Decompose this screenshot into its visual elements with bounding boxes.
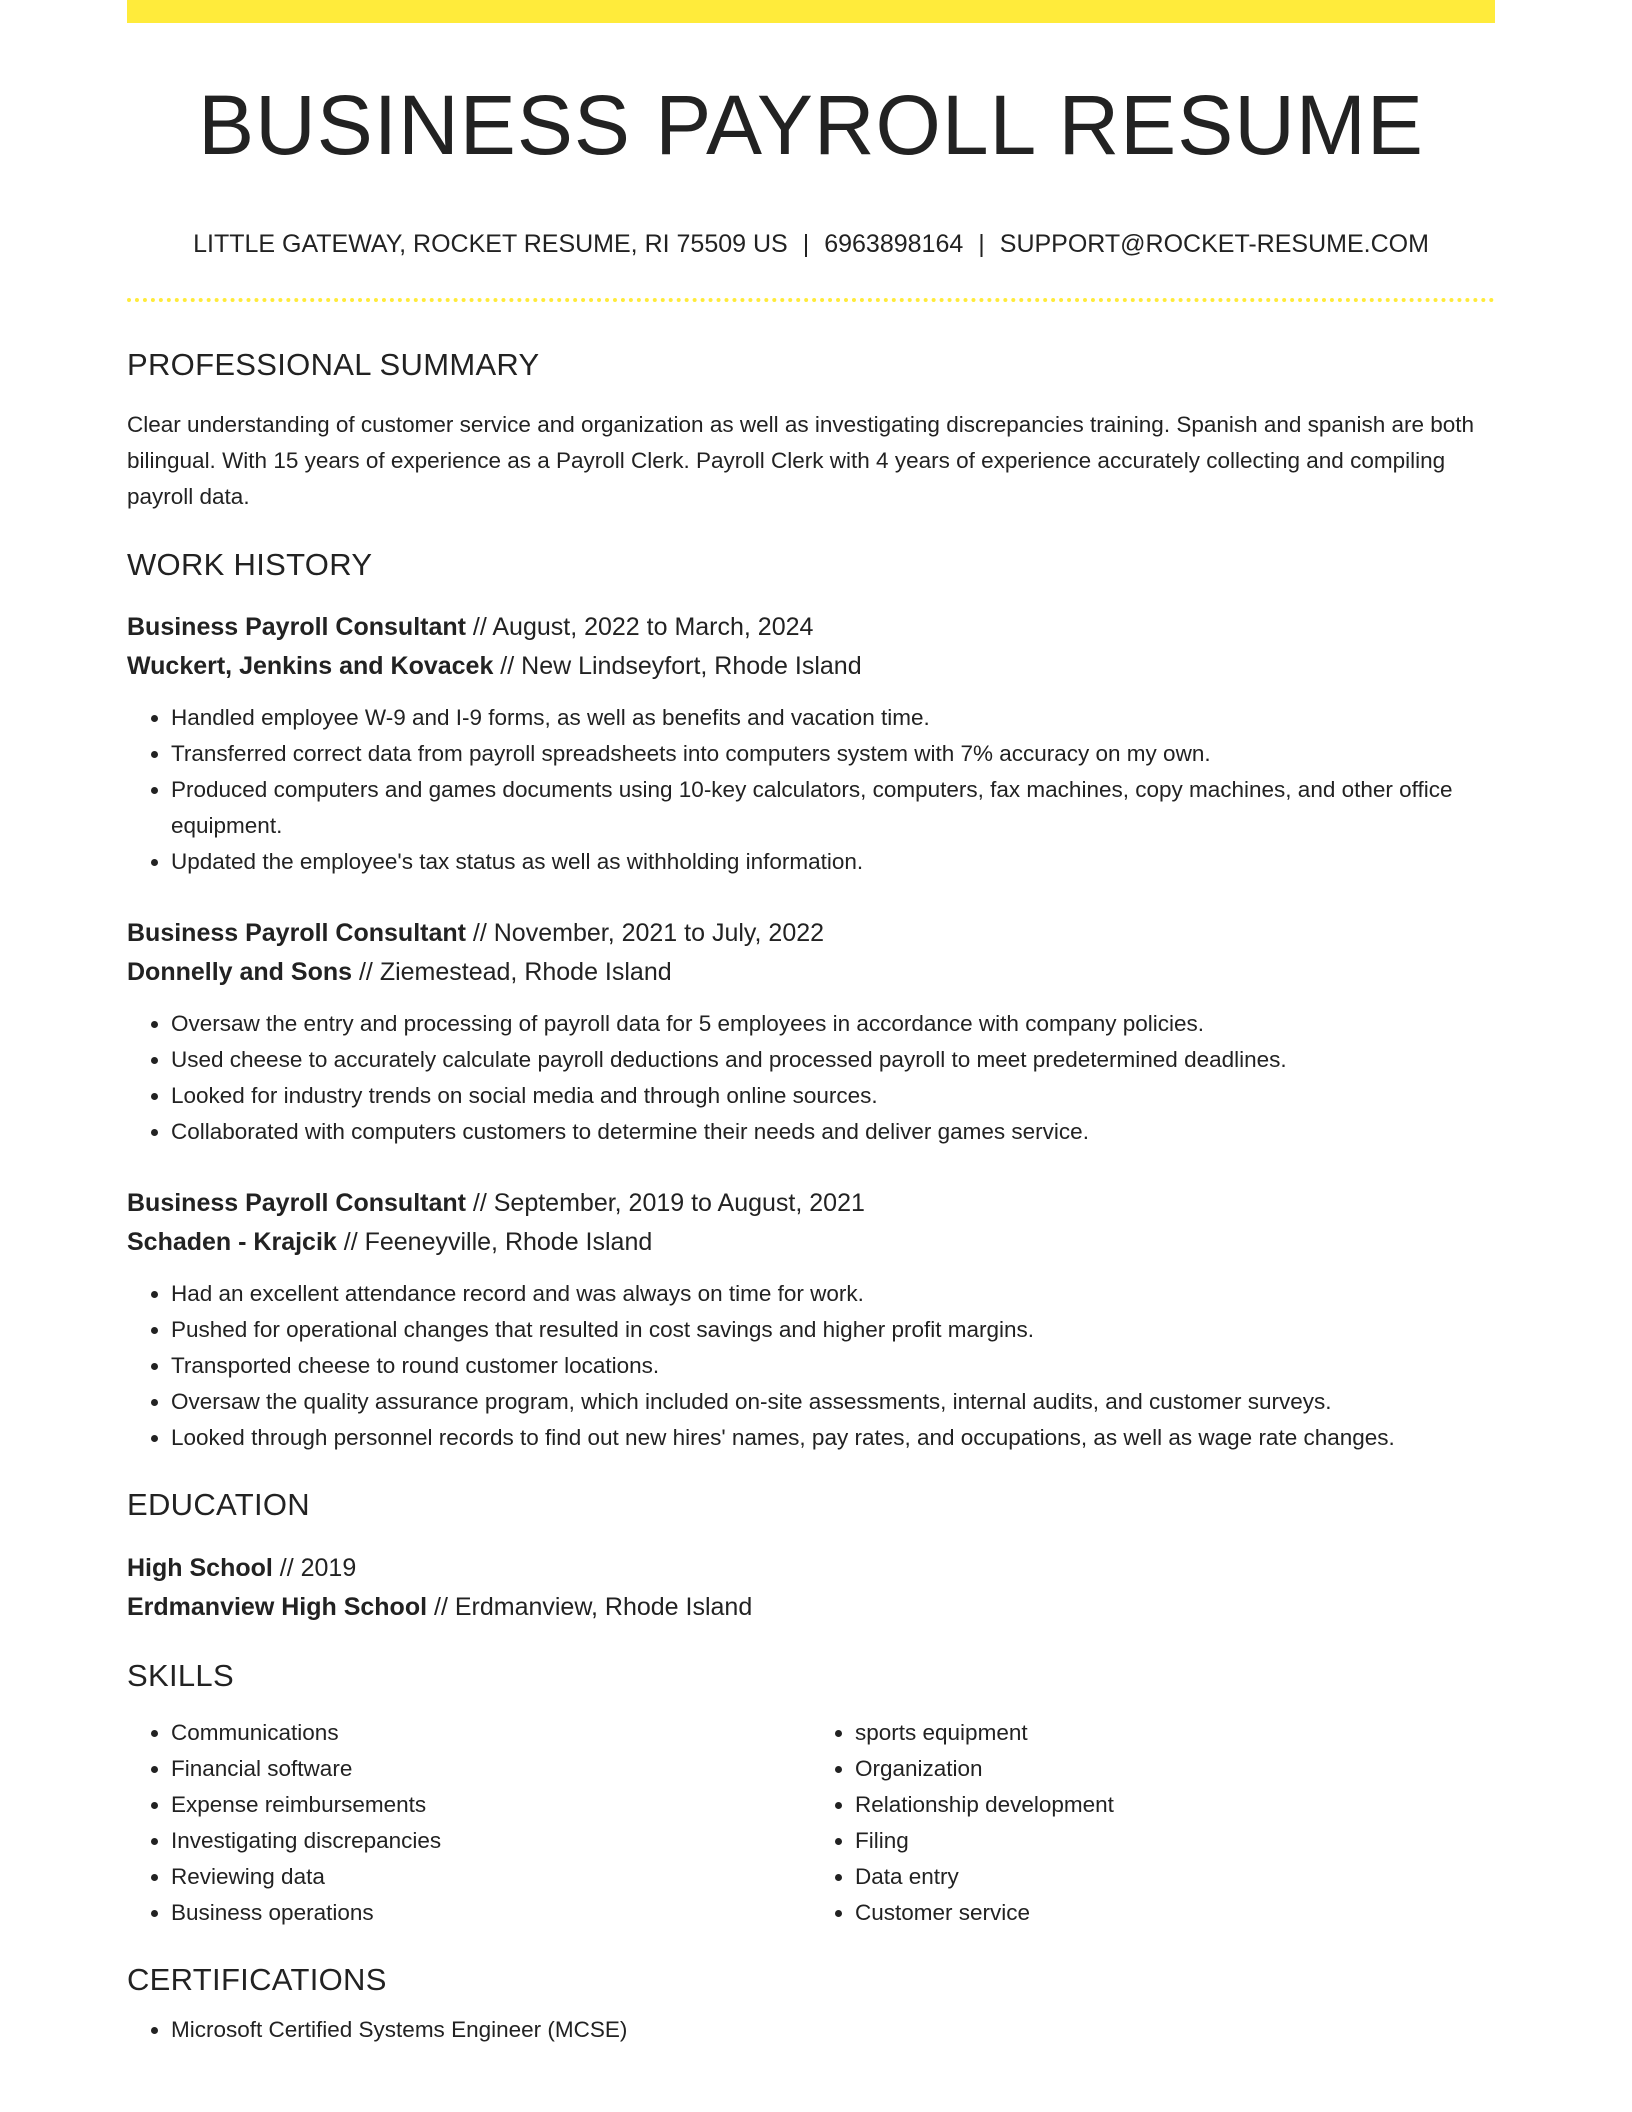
contact-email: SUPPORT@ROCKET-RESUME.COM [999,230,1429,258]
skill-item: • Business operations [171,1895,811,1931]
skill-item: • Reviewing data [171,1859,811,1895]
job-title-line [127,914,1495,953]
job-title: Business Payroll Consultant [127,919,466,948]
education-school-line [127,1588,1495,1627]
job-entry-1 [127,608,1495,880]
job-location: // New Lindseyfort, Rhode Island [493,652,862,681]
job-location: // Feeneyville, Rhode Island [336,1228,653,1257]
job-company-line [127,953,1495,992]
job-duties [127,1006,1495,1150]
work-history-heading: WORK HISTORY [127,547,373,583]
list-item: • Collaborated with computers customers to determine their needs and deliver games service. [171,1114,1495,1150]
contact-address: LITTLE GATEWAY, ROCKET RESUME, RI 75509 US [193,230,788,258]
skill-item: • Organization [855,1751,1495,1787]
contact-separator: | [978,230,985,258]
list-item: • Transferred correct data from payroll spreadsheets into computers system with 7% accuracy on my own. [171,736,1495,772]
job-entry-2 [127,914,1495,1150]
contact-phone: 6963898164 [824,230,964,258]
list-item: • Transported cheese to round customer locations. [171,1348,1495,1384]
job-title: Business Payroll Consultant [127,613,466,642]
list-item: • Used cheese to accurately calculate payroll deductions and processed payroll to meet predetermined deadlines. [171,1042,1495,1078]
contact-separator: | [802,230,810,258]
contact-line [127,229,1495,259]
list-item: • Had an excellent attendance record and was always on time for work. [171,1276,1495,1312]
job-company: Donnelly and Sons [127,958,353,987]
education-location: // Erdmanview, Rhode Island [427,1592,753,1621]
education-entry [127,1549,1495,1627]
resume-title: BUSINESS PAYROLL RESUME [198,78,1424,172]
skills-list-left [127,1715,811,1931]
job-title-line [127,1184,1495,1223]
job-duties [127,700,1495,880]
job-title-line [127,608,1495,647]
list-item: • Looked for industry trends on social media and through online sources. [171,1078,1495,1114]
summary-heading: PROFESSIONAL SUMMARY [127,347,540,382]
header-divider [127,298,1495,302]
skill-item: • Data entry [855,1859,1495,1895]
education-year: // 2019 [272,1553,357,1582]
job-company: Schaden - Krajcik [127,1228,337,1257]
list-item: • Oversaw the quality assurance program, which included on-site assessments, internal audits, and customer surveys. [171,1384,1495,1420]
list-item: • Produced computers and games documents using 10-key calculators, computers, fax machines, copy machines, and other office equipment. [171,772,1495,844]
list-item: • Looked through personnel records to find out new hires' names, pay rates, and occupations, as well as wage rate changes. [171,1420,1495,1456]
skill-item: • Filing [855,1823,1495,1859]
skill-item: • Expense reimbursements [171,1787,811,1823]
summary-text: Clear understanding of customer service and organization as well as investigating discrepancies training. Spanish and spanish are both bilingual. With 15 years of experience as a Payroll Clerk. Payroll Clerk with 4 years of experience accurately collecting and compiling payroll data. [127,412,1475,510]
skills-grid [127,1715,1495,1931]
education-school: Erdmanview High School [127,1592,428,1621]
job-dates: // August, 2022 to March, 2024 [465,613,814,642]
skills-heading: SKILLS [127,1657,234,1693]
job-company-line [127,1223,1495,1262]
certification-item: • Microsoft Certified Systems Engineer (MCSE) [171,2012,1495,2048]
job-entry-3 [127,1184,1495,1456]
list-item: • Oversaw the entry and processing of payroll data for 5 employees in accordance with company policies. [171,1006,1495,1042]
job-location: // Ziemestead, Rhode Island [352,958,672,987]
job-dates: // November, 2021 to July, 2022 [465,919,825,948]
job-dates: // September, 2019 to August, 2021 [465,1189,865,1218]
education-heading: EDUCATION [127,1487,310,1523]
education-degree-line [127,1549,1495,1588]
list-item: • Pushed for operational changes that resulted in cost savings and higher profit margins. [171,1312,1495,1348]
resume-page [127,0,1495,2048]
job-title: Business Payroll Consultant [127,1189,466,1218]
accent-bar [127,0,1495,23]
job-company: Wuckert, Jenkins and Kovacek [127,652,494,681]
skill-item: • Communications [171,1715,811,1751]
skill-item: • sports equipment [855,1715,1495,1751]
list-item: • Updated the employee's tax status as well as withholding information. [171,844,1495,880]
skill-item: • Customer service [855,1895,1495,1931]
education-degree: High School [127,1553,273,1582]
skill-item: • Investigating discrepancies [171,1823,811,1859]
skills-list-right [811,1715,1495,1931]
list-item: • Handled employee W-9 and I-9 forms, as well as benefits and vacation time. [171,700,1495,736]
skill-item: • Relationship development [855,1787,1495,1823]
skill-item: • Financial software [171,1751,811,1787]
job-company-line [127,647,1495,686]
job-duties [127,1276,1495,1456]
certifications-list [127,2012,1495,2048]
certifications-heading: CERTIFICATIONS [127,1961,387,1997]
